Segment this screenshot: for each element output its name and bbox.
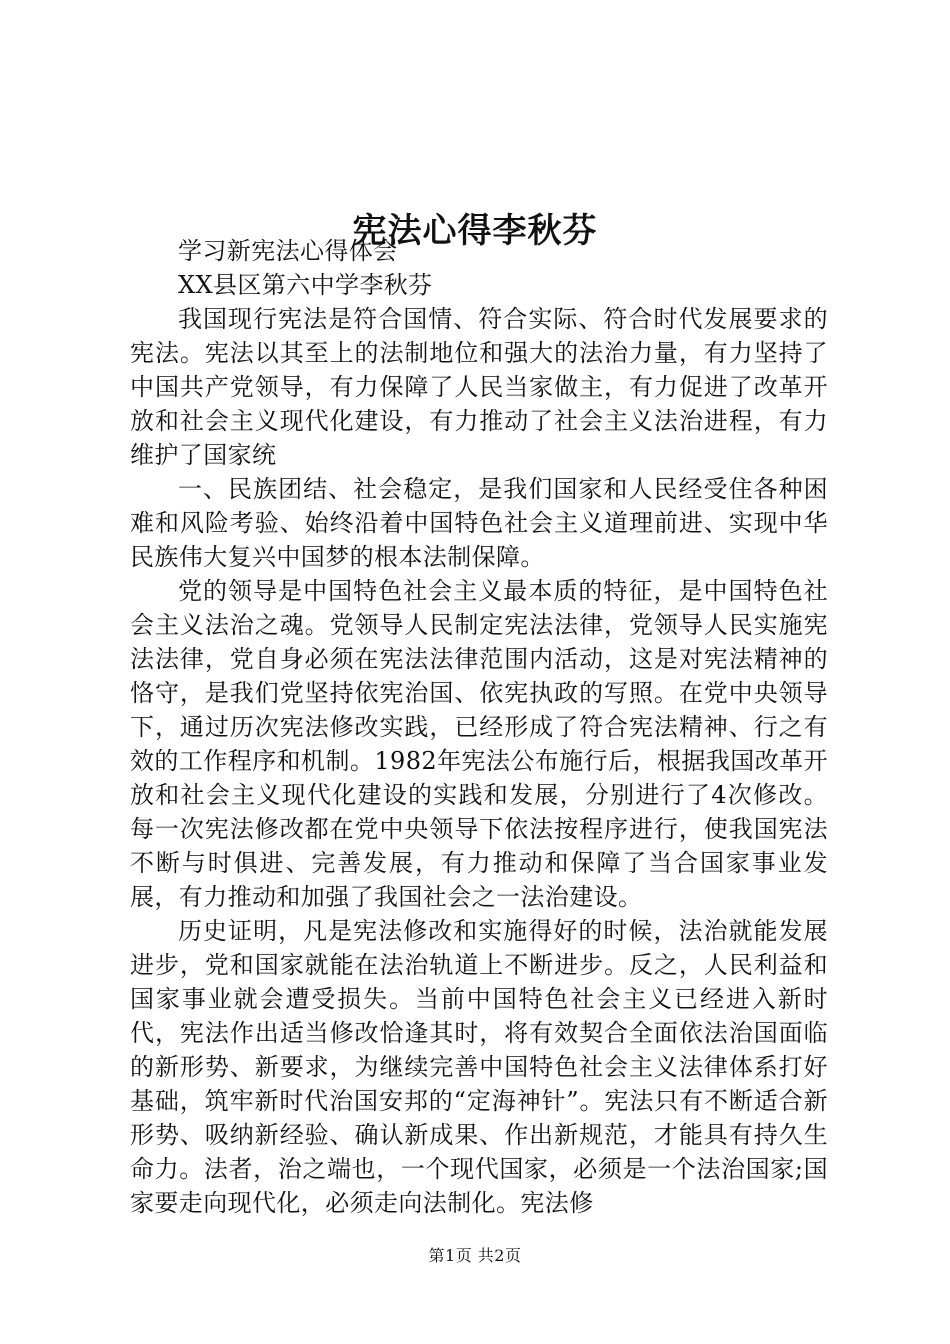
body-paragraph: 我国现行宪法是符合国情、符合实际、符合时代发展要求的宪法。宪法以其至上的法制地位和强大的法治力量，有力坚持了中国共产党领导，有力保障了人民当家做主，有力促进了改革开放和社会主义现代化建设，有力推动了社会主义法治进程，有力维护了国家统 (130, 305, 828, 469)
subtitle-paragraph: 学习新宪法心得体会 (178, 237, 398, 265)
body-paragraph: 历史证明，凡是宪法修改和实施得好的时候，法治就能发展进步，党和国家就能在法治轨道上不断进步。反之，人民利益和国家事业就会遭受损失。当前中国特色社会主义已经进入新时代，宪法作出适当修改恰逢其时，将有效契合全面依法治国面临的新形势、新要求，为继续完善中国特色社会主义法律体系打好基础，筑牢新时代治国安邦的“定海神针”。宪法只有不断适合新形势、吸纳新经验、确认新成果、作出新规范，才能具有持久生命力。法者，治之端也，一个现代国家，必须是一个法治国家;国家要走向现代化，必须走向法制化。宪法修 (130, 917, 828, 1217)
author-paragraph: XX县区第六中学李秋芬 (178, 271, 433, 299)
body-paragraph: 党的领导是中国特色社会主义最本质的特征，是中国特色社会主义法治之魂。党领导人民制定宪法法律，党领导人民实施宪法法律，党自身必须在宪法法律范围内活动，这是对宪法精神的恪守，是我们党坚持依宪治国、依宪执政的写照。在党中央领导下，通过历次宪法修改实践，已经形成了符合宪法精神、行之有效的工作程序和机制。1982年宪法公布施行后，根据我国改革开放和社会主义现代化建设的实践和发展，分别进行了4次修改。每一次宪法修改都在党中央领导下依法按程序进行，使我国宪法不断与时俱进、完善发展，有力推动和保障了当合国家事业发展，有力推动和加强了我国社会之一法治建设。 (130, 577, 828, 911)
document-title: 宪法心得李秋芬 (352, 210, 598, 251)
body-paragraph: 一、民族团结、社会稳定，是我们国家和人民经受住各种困难和风险考验、始终沿着中国特色社会主义道理前进、实现中华民族伟大复兴中国梦的根本法制保障。 (130, 475, 828, 571)
document-body (130, 234, 828, 1220)
page-footer: 第1页 共2页 (428, 1246, 522, 1265)
